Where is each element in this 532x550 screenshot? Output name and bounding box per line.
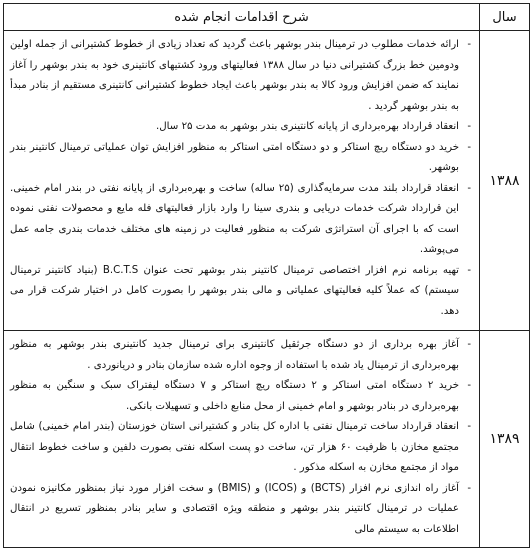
description-cell bbox=[4, 31, 480, 331]
list-item: - خرید ۲ دستگاه امتی استاکر و ۲ دستگاه ریچ استاکر و ۷ دستگاه لیفتراک سبک و سنگین به منظور بهره‌برداری در بنادر بوشهر و امام خمینی از محل منابع داخلی و تسهیلات بانکی. bbox=[10, 376, 471, 417]
list-item: - انعقاد قرارداد بهره‌برداری از پایانه کانتینری بندر بوشهر به مدت ۲۵ سال. bbox=[10, 117, 471, 138]
list-item: - آغاز راه اندازی نرم افزار (BCTS) و (ICOS) و (BMIS) و سخت افزار مورد نیاز بمنظور مکانیزه نمودن عملیات در ترمینال کانتینر بندر بوشهر و منطقه ویژه اقتصادی و سایر بنادر بمنظور تسریع در انتقال اطلاعات به سیستم مالی bbox=[10, 479, 471, 541]
table-row bbox=[4, 31, 530, 331]
list-item: - ارائه خدمات مطلوب در ترمینال بندر بوشهر باعث گردید که تعداد زیادی از خطوط کشتیرانی از جمله اولین ودومین خط بزرگ کشتیرانی دنیا در سال ۱۳۸۸ فعالیتهای ورود کشتیهای کانتینری خود به بندر بوشهر را آغاز نمایند که ضمن افزایش ورود کالا به بندر بوشهر باعث ایجاد خطوط کشتیرانی کانتینری مستقیم از بنادر مبدأ به بندر بوشهر گردید . bbox=[10, 35, 471, 117]
list-item: - خرید دو دستگاه ریچ استاکر و دو دستگاه امتی استاکر به منظور افزایش توان عملیاتی ترمینال کانتینر بندر بوشهر. bbox=[10, 138, 471, 179]
list-item: - آغاز بهره برداری از دو دستگاه جرثقیل کانتینری برای ترمینال جدید کانتینری بندر بوشهر به منظور بهره‌برداری از ترمینال یاد شده با استفاده از وجوه اداره شده سازمان بنادر و دریانوردی . bbox=[10, 335, 471, 376]
year-cell: ۱۳۸۹ bbox=[480, 331, 530, 548]
list-item: - تهیه برنامه نرم افزار اختصاصی ترمینال کانتینر بندر بوشهر تحت عنوان B.C.T.S (بنیاد کانتینر ترمینال سیستم) که عملاً کلیه فعالیتهای عملیاتی و مالی بندر بوشهر را بصورت کامل در اختیار شرکت قرار می دهد. bbox=[10, 261, 471, 323]
table-header-row bbox=[4, 4, 530, 31]
header-description: شرح اقدامات انجام شده bbox=[4, 4, 480, 31]
year-cell: ۱۳۸۸ bbox=[480, 31, 530, 331]
action-list bbox=[10, 335, 471, 540]
actions-table bbox=[3, 3, 530, 548]
action-list bbox=[10, 35, 471, 322]
description-cell bbox=[4, 331, 480, 548]
list-item: - انعقاد قرارداد ساخت ترمینال نفتی با اداره کل بنادر و کشتیرانی استان خوزستان (بندر امام خمینی) شامل مجتمع مخازن با ظرفیت ۶۰ هزار تن، ساخت دو پست اسکله نفتی بصورت دلفین و ساخت خطوط انتقال مواد از مجتمع مخازن به اسکله مذکور . bbox=[10, 417, 471, 479]
list-item: - انعقاد قرارداد بلند مدت سرمایه‌گذاری (۲۵ ساله) ساخت و بهره‌برداری از پایانه نفتی در بندر امام خمینی. این قرارداد شرکت خدمات دریایی و بندری سینا را وارد بازار فعالیتهای فله مایع و محصولات نفتی نموده است که با اجرای آن استراتژی شرکت به منظور فعالیت در زمینه های مختلف خدمات بندری جامه عمل می‌پوشد. bbox=[10, 179, 471, 261]
header-year: سال bbox=[480, 4, 530, 31]
table-row bbox=[4, 331, 530, 548]
